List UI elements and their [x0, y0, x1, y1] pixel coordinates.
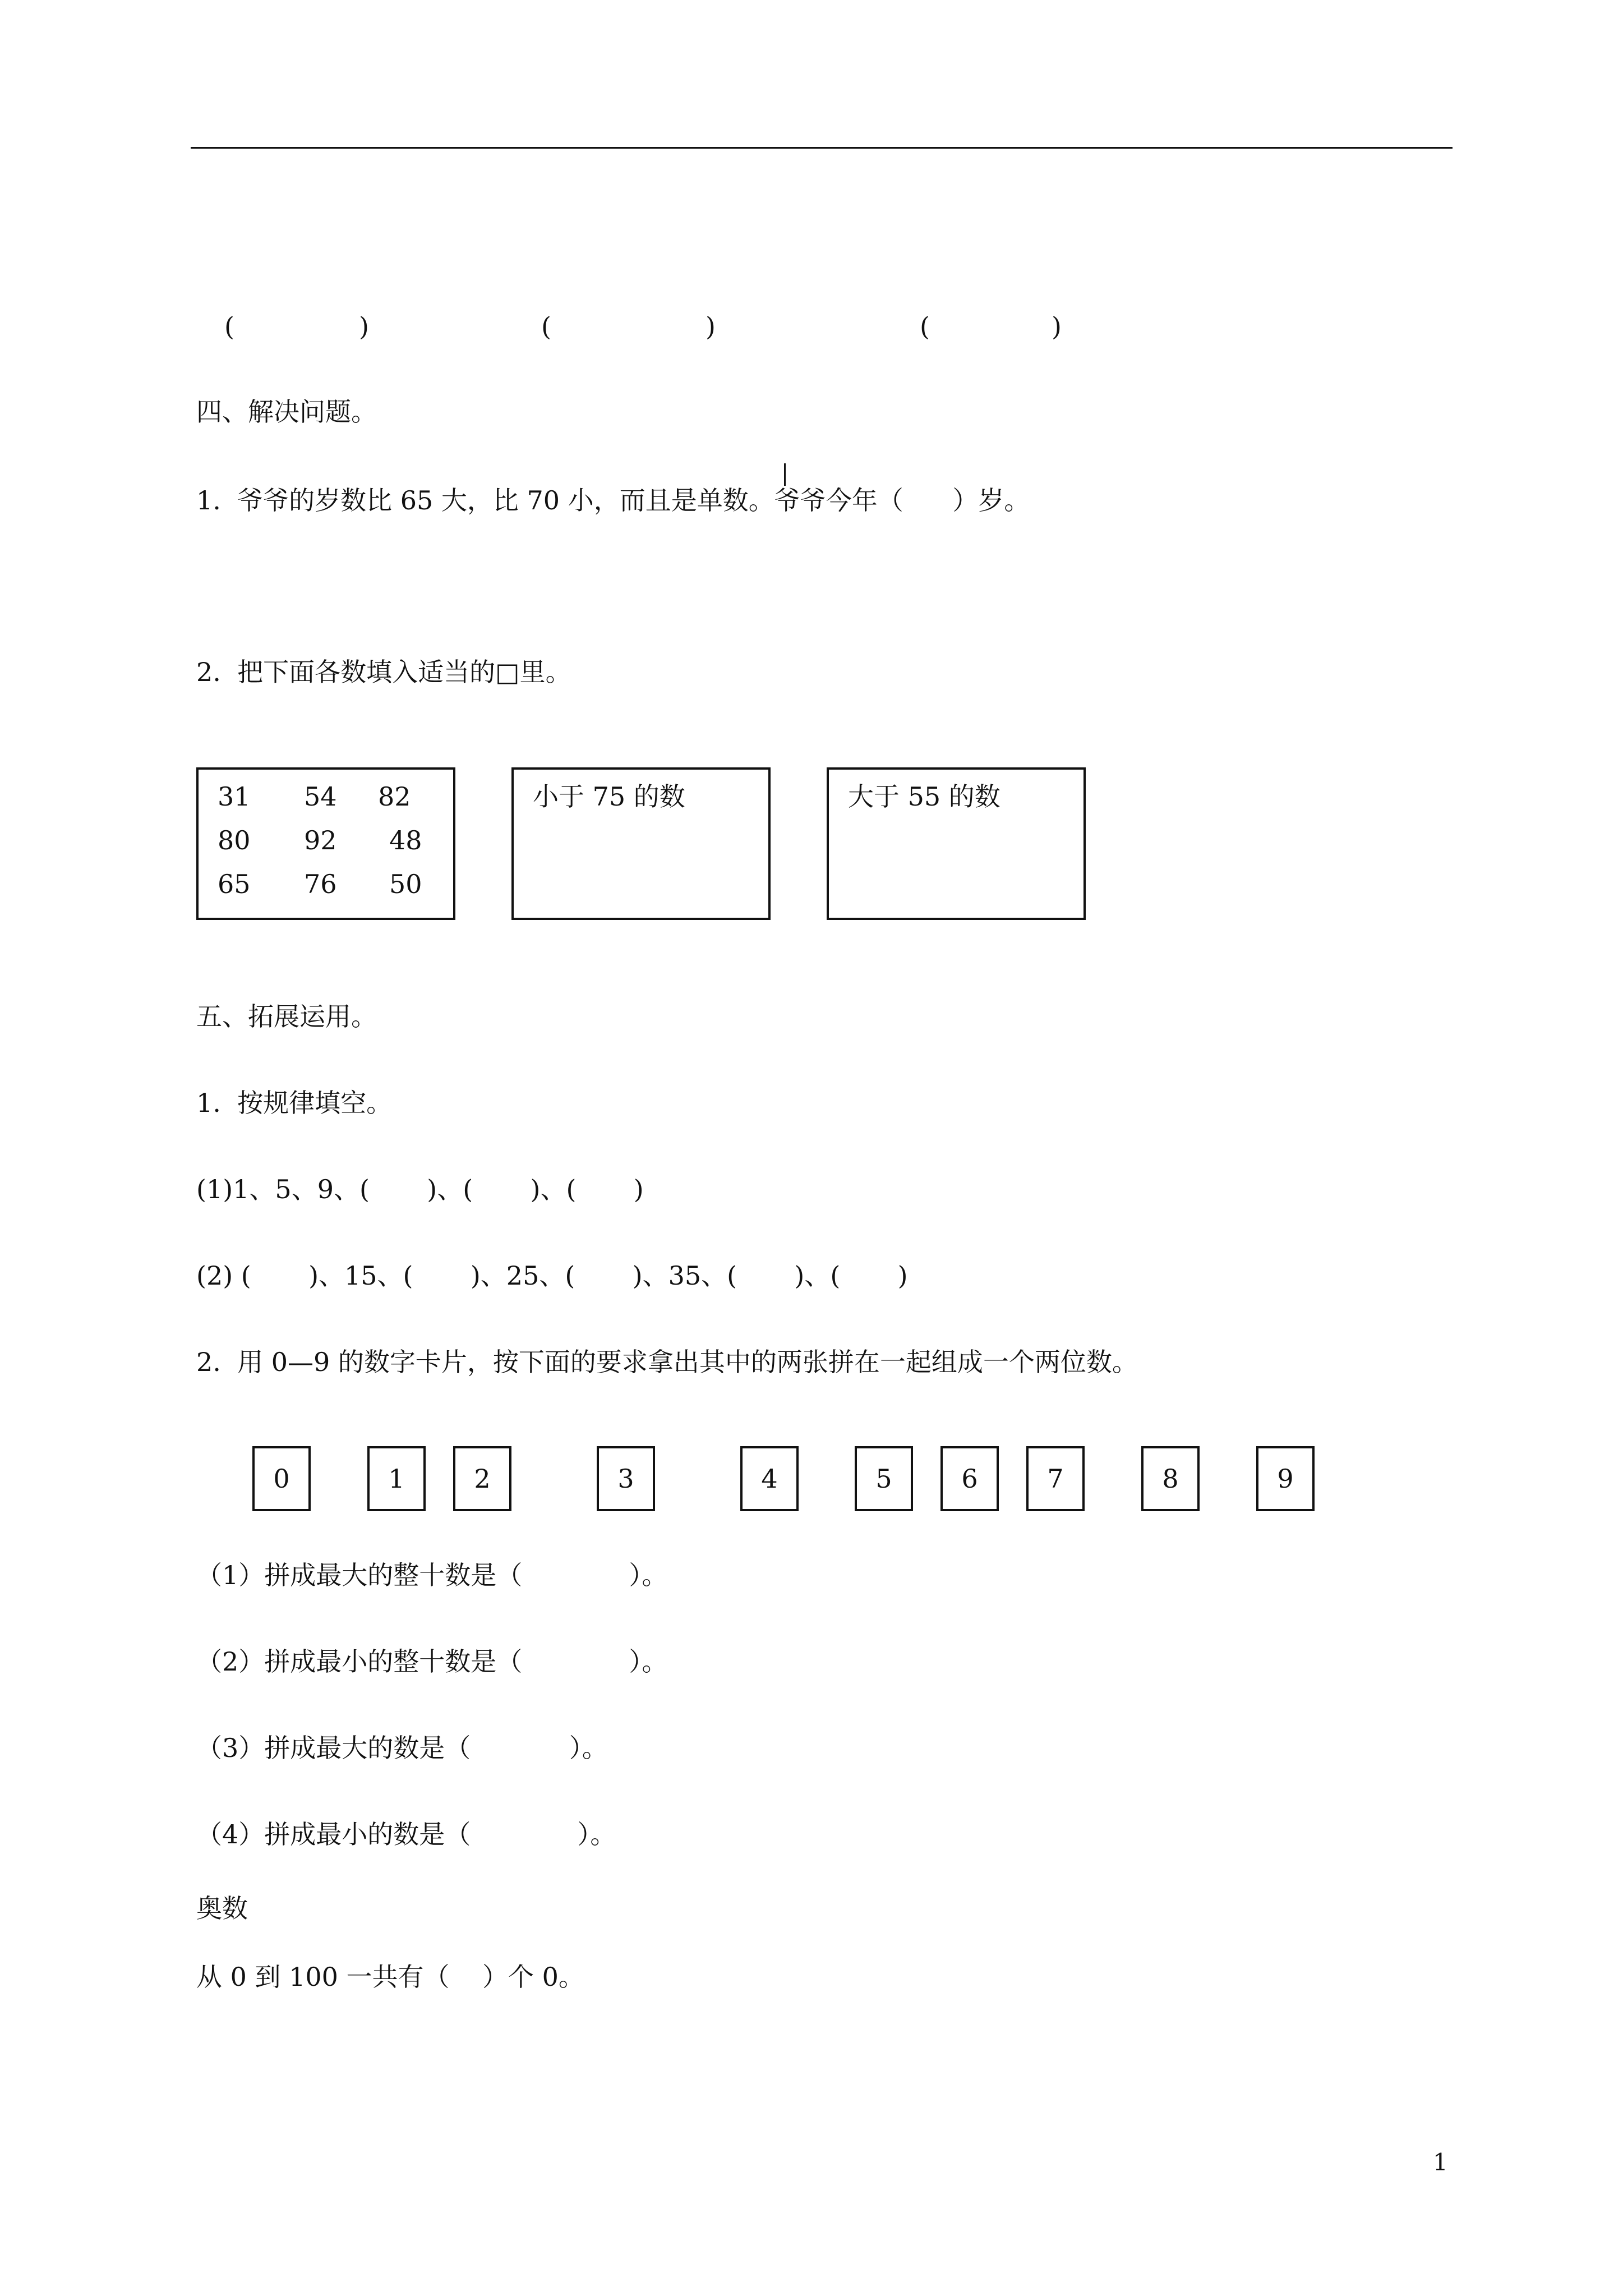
subquestion-2: （2）拼成最小的整十数是（ ）。 [196, 1646, 668, 1677]
page-number: 1 [1433, 2148, 1448, 2176]
section5-title: 五、拓展运用。 [196, 1001, 377, 1032]
digit-card-6: 6 [940, 1446, 999, 1511]
sequence-1: (1)1、5、9、( )、( )、( ) [196, 1174, 644, 1204]
number-cell: 76 [304, 869, 337, 899]
greater-than-55-label: 大于 55 的数 [848, 781, 1000, 812]
number-cell: 48 [389, 825, 422, 855]
digit-card-7: 7 [1026, 1446, 1085, 1511]
less-than-75-label: 小于 75 的数 [533, 781, 685, 812]
number-cell: 54 [304, 781, 337, 812]
paren-open-1: ( [224, 311, 234, 342]
paren-open-3: ( [920, 311, 930, 342]
digit-card-5: 5 [855, 1446, 913, 1511]
text-cursor [784, 463, 786, 486]
section4-question2: 2. 把下面各数填入适当的□里。 [196, 657, 571, 687]
number-cell: 92 [304, 825, 337, 855]
digit-card-9: 9 [1256, 1446, 1315, 1511]
paren-close-3: ) [1052, 311, 1062, 342]
digit-card-0: 0 [252, 1446, 311, 1511]
less-than-75-box [511, 767, 771, 920]
subquestion-3: （3）拼成最大的数是（ ）。 [196, 1733, 608, 1763]
subquestion-4: （4）拼成最小的数是（ ）。 [196, 1819, 616, 1849]
number-cell: 82 [378, 781, 411, 812]
subquestion-1: （1）拼成最大的整十数是（ ）。 [196, 1560, 668, 1590]
section4-title: 四、解决问题。 [196, 397, 377, 427]
number-cell: 80 [218, 825, 251, 855]
olympiad-title: 奥数 [196, 1893, 248, 1924]
digit-card-1: 1 [367, 1446, 426, 1511]
olympiad-question: 从 0 到 100 一共有（ ）个 0。 [196, 1962, 584, 1992]
section4-question1: 1. 爷爷的岁数比 65 大，比 70 小，而且是单数。爷爷今年（ ）岁。 [196, 485, 1030, 516]
digit-card-8: 8 [1141, 1446, 1200, 1511]
digit-card-3: 3 [597, 1446, 655, 1511]
paren-close-2: ) [706, 311, 716, 342]
number-cell: 50 [389, 869, 422, 899]
paren-open-2: ( [541, 311, 551, 342]
sequence-2: (2) ( )、15、( )、25、( )、35、( )、( ) [196, 1260, 908, 1291]
section5-question2: 2. 用 0—9 的数字卡片，按下面的要求拿出其中的两张拼在一起组成一个两位数。 [196, 1347, 1138, 1377]
numbers-box [196, 767, 455, 920]
number-cell: 31 [218, 781, 251, 812]
digit-card-2: 2 [453, 1446, 511, 1511]
section5-question1: 1. 按规律填空。 [196, 1088, 393, 1118]
digit-card-4: 4 [740, 1446, 799, 1511]
greater-than-55-box [827, 767, 1086, 920]
number-cell: 65 [218, 869, 251, 899]
paren-close-1: ) [359, 311, 369, 342]
header-rule [191, 147, 1453, 149]
